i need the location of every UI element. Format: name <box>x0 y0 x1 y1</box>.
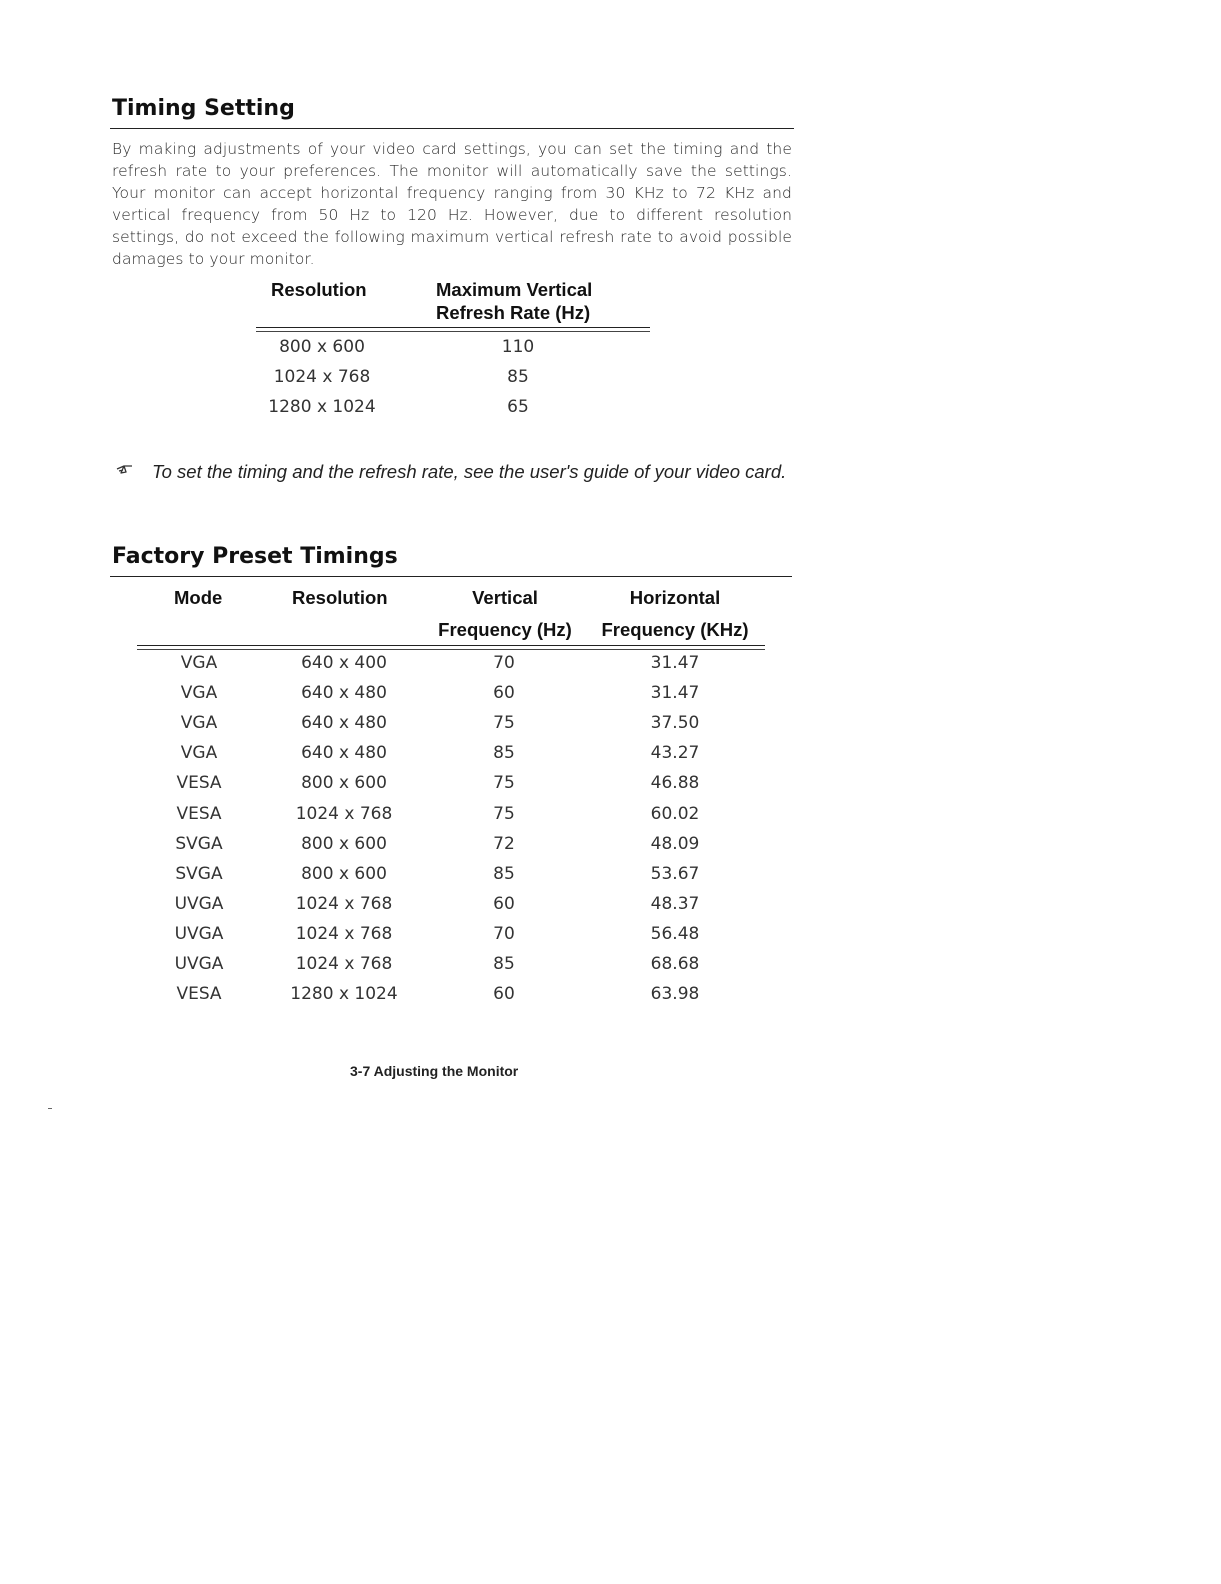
header-vertical-line2: Frequency (Hz) <box>438 619 572 640</box>
cell-max-refresh-rate: 85 <box>507 367 529 387</box>
cell-resolution: 1024 x 768 <box>295 954 393 974</box>
cell-vertical: 85 <box>493 863 515 884</box>
header-mode: Mode <box>174 587 223 608</box>
cell-resolution: 800 x 600 <box>301 773 387 794</box>
cell-vertical: 72 <box>493 833 515 854</box>
cell-vertical: 70 <box>493 923 515 944</box>
cell-vertical: 85 <box>493 743 515 764</box>
cell-horizontal: 37.50 <box>650 713 700 734</box>
title-rule <box>110 128 794 129</box>
cell-mode: UVGA <box>174 893 224 914</box>
header-max-refresh-line1: Maximum Vertical <box>436 279 593 300</box>
cell-resolution: 640 x 480 <box>301 743 387 764</box>
cell-resolution: 640 x 480 <box>301 713 387 734</box>
cell-horizontal: 31.47 <box>650 683 700 704</box>
cell-horizontal: 68.68 <box>650 954 700 974</box>
cell-horizontal: 31.47 <box>650 653 700 673</box>
cell-vertical: 60 <box>493 984 515 1005</box>
cell-vertical: 70 <box>493 653 515 673</box>
cell-vertical: 85 <box>493 954 515 974</box>
timing-note: To set the timing and the refresh rate, see the user's guide of your video card. <box>152 461 787 482</box>
header-horizontal-line1: Horizontal <box>629 587 721 608</box>
cell-mode: SVGA <box>175 833 223 854</box>
cell-resolution: 800 x 600 <box>301 833 387 854</box>
cell-horizontal: 46.88 <box>650 773 700 794</box>
cell-horizontal: 63.98 <box>650 984 700 1005</box>
cell-horizontal: 53.67 <box>650 863 700 884</box>
cell-horizontal: 48.37 <box>650 893 700 914</box>
timing-setting-title: Timing Setting <box>112 96 295 121</box>
cell-horizontal: 60.02 <box>650 803 700 824</box>
page-footer: 3-7 Adjusting the Monitor <box>350 1063 519 1079</box>
cell-resolution: 640 x 400 <box>301 653 387 673</box>
cell-resolution: 1024 x 768 <box>295 803 393 824</box>
cell-mode: VESA <box>176 803 222 824</box>
header-horizontal-line2: Frequency (KHz) <box>601 619 749 640</box>
header-rule <box>256 327 650 332</box>
header-vertical-line1: Vertical <box>472 587 538 608</box>
cell-vertical: 60 <box>493 893 515 914</box>
cell-mode: VESA <box>176 773 222 794</box>
cell-mode: VGA <box>180 713 218 734</box>
cell-resolution: 1280 x 1024 <box>268 397 376 417</box>
factory-preset-title: Factory Preset Timings <box>112 544 398 569</box>
cell-horizontal: 48.09 <box>650 833 700 854</box>
cell-horizontal: 43.27 <box>650 743 700 764</box>
cell-mode: VGA <box>180 743 218 764</box>
cell-max-refresh-rate: 65 <box>507 397 529 417</box>
cell-horizontal: 56.48 <box>650 923 700 944</box>
cell-resolution: 1024 x 768 <box>273 367 371 387</box>
cell-resolution: 640 x 480 <box>301 683 387 704</box>
cell-resolution: 800 x 600 <box>301 863 387 884</box>
preset-header-rule <box>137 645 765 650</box>
cell-mode: VGA <box>180 683 218 704</box>
cell-mode: VESA <box>176 984 222 1005</box>
cell-max-refresh-rate: 110 <box>501 337 535 357</box>
header-resolution: Resolution <box>271 279 367 300</box>
cell-resolution: 800 x 600 <box>279 337 365 357</box>
scan-speck <box>48 1108 52 1109</box>
header-horizontal-frequency <box>602 587 749 641</box>
cell-vertical: 75 <box>493 713 515 734</box>
header-resolution: Resolution <box>292 587 388 608</box>
timing-intro-paragraph: By making adjustments of your video card settings, you can set the timing and the refresh rate to your preferences. The monitor will automatically save the settings. Your monitor can accept horizontal frequency ranging from 30 KHz to 72 KHz and vertical frequency from 50 Hz to 120 Hz. However, due to different resolution settings, do not exceed the following maximum vertical refresh rate to avoid possible damages to your monitor. <box>112 140 792 268</box>
cell-mode: UVGA <box>174 923 224 944</box>
preset-title-rule <box>110 576 792 577</box>
cell-vertical: 75 <box>493 803 515 824</box>
cell-resolution: 1024 x 768 <box>295 923 393 944</box>
header-vertical-frequency <box>438 587 572 641</box>
header-max-refresh <box>436 279 592 324</box>
cell-mode: UVGA <box>174 954 224 974</box>
cell-mode: VGA <box>180 653 218 673</box>
cell-vertical: 60 <box>493 683 515 704</box>
header-max-refresh-line2: Refresh Rate (Hz) <box>436 302 591 323</box>
pointing-hand-icon <box>116 462 134 476</box>
cell-resolution: 1280 x 1024 <box>290 984 398 1005</box>
cell-mode: SVGA <box>175 863 223 884</box>
cell-vertical: 75 <box>493 773 515 794</box>
cell-resolution: 1024 x 768 <box>295 893 393 914</box>
